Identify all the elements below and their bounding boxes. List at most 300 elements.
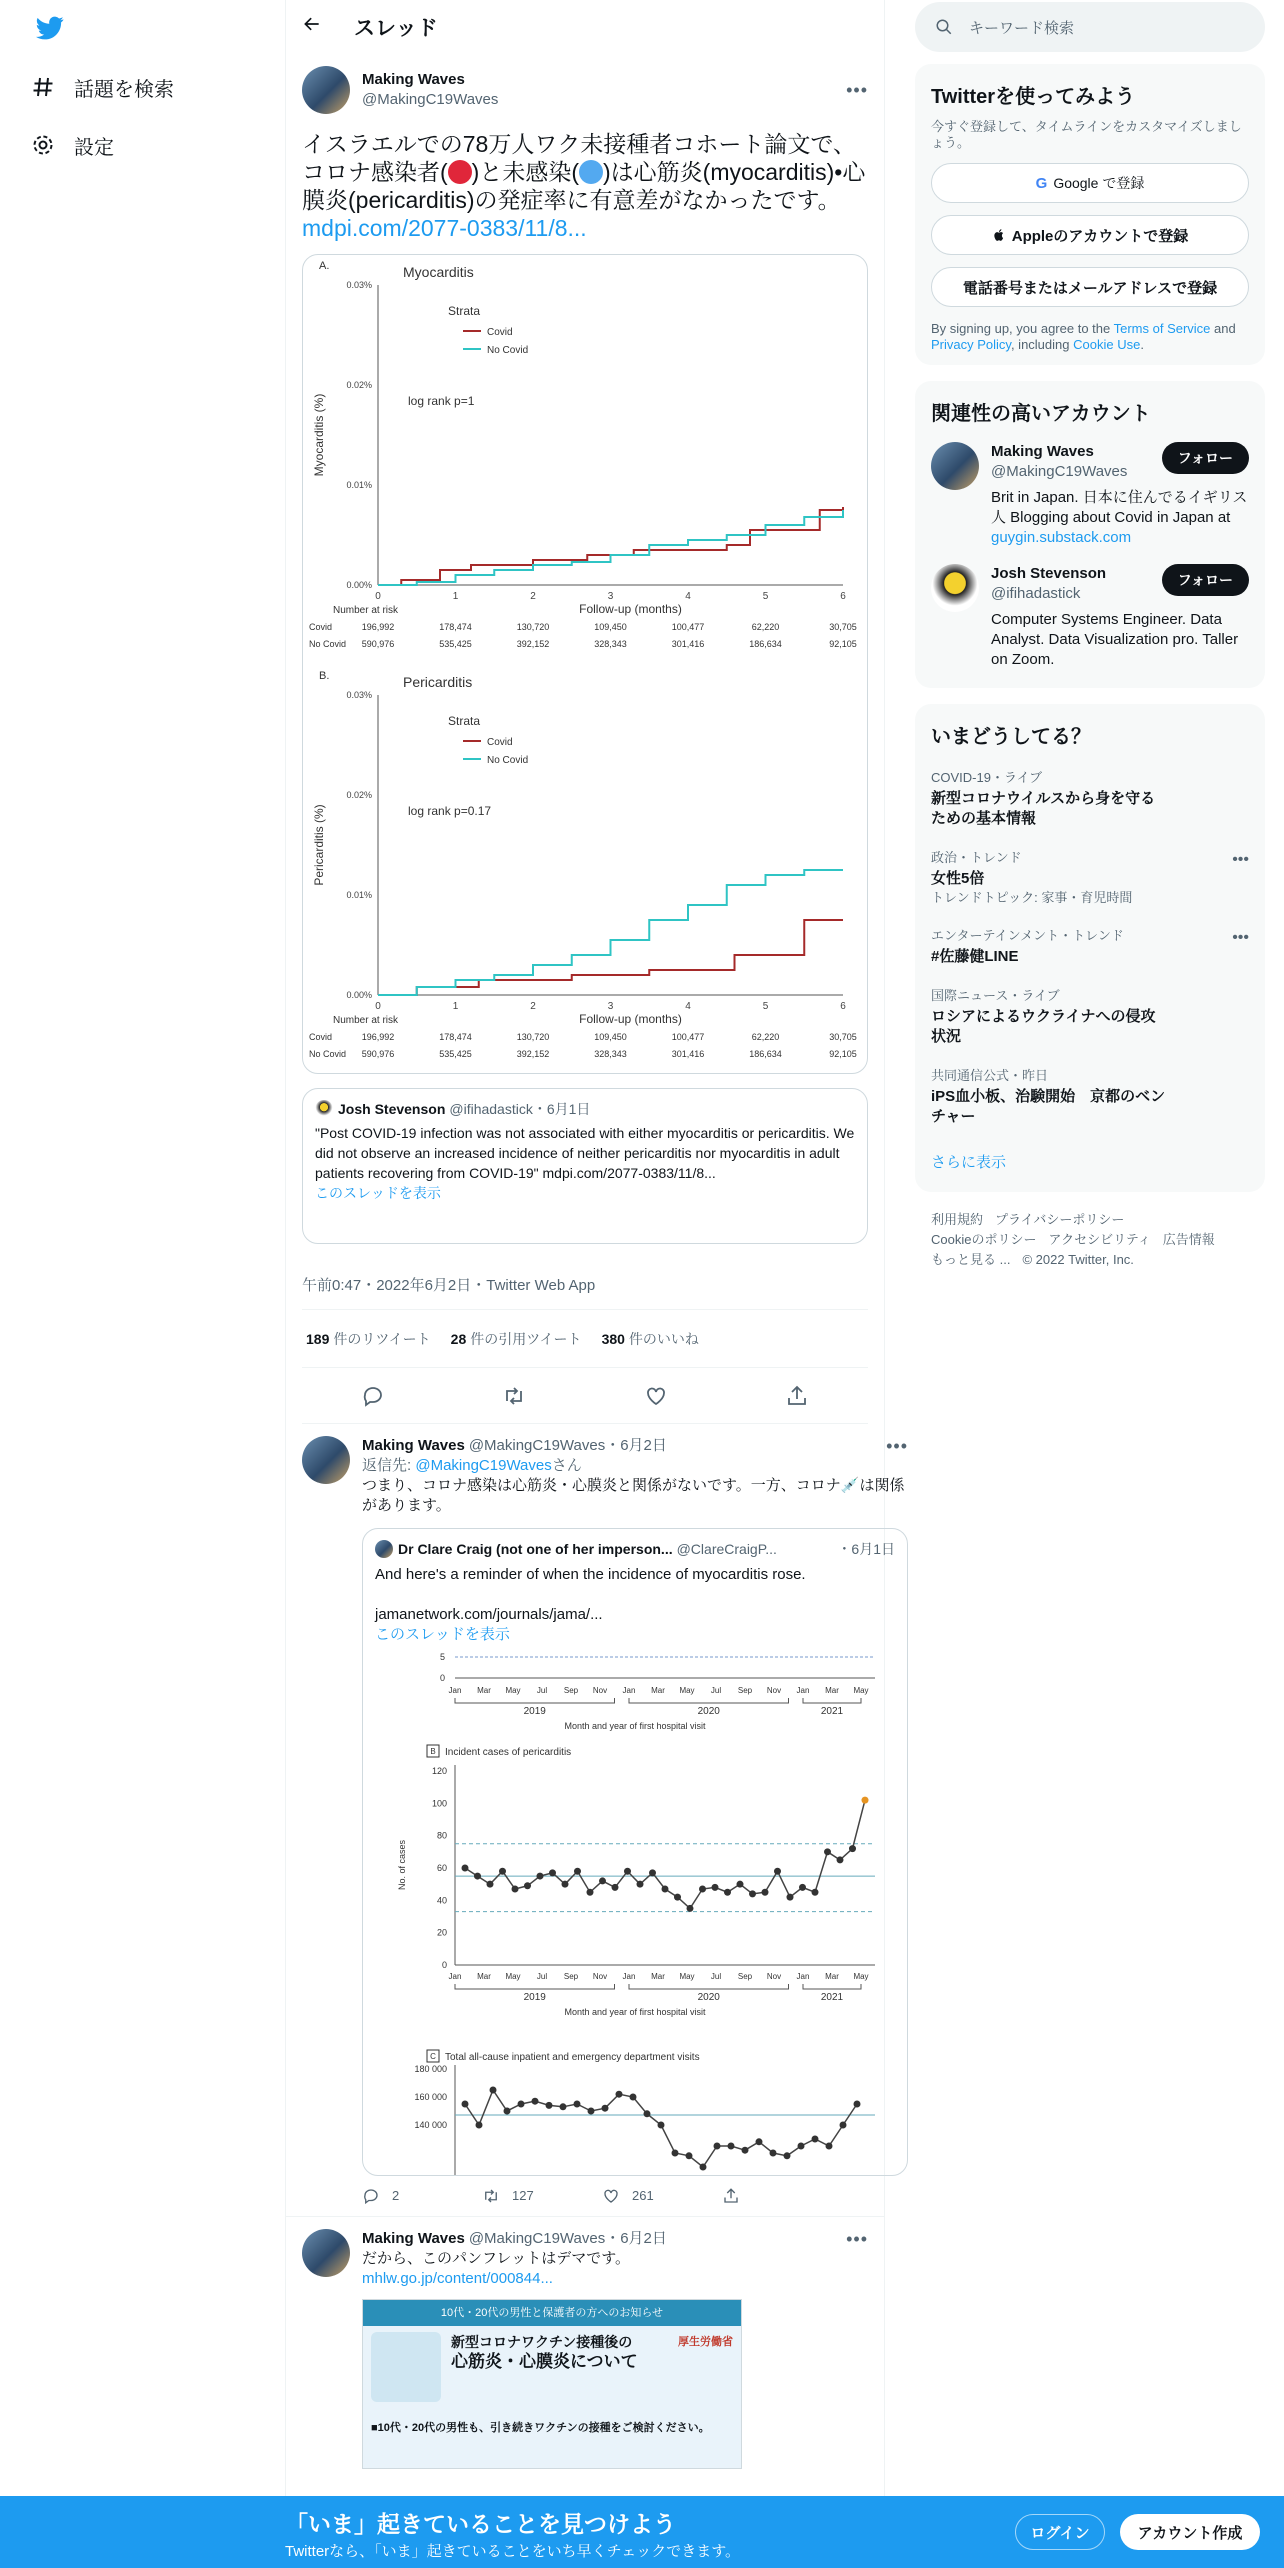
tweet-stats — [302, 1310, 868, 1368]
y-axis-label: Pericarditis (%) — [312, 804, 326, 886]
risk-value: 328,343 — [594, 639, 627, 649]
data-point — [799, 1884, 806, 1891]
trend-item[interactable] — [931, 917, 1249, 977]
x-tick-label: 5 — [762, 591, 769, 602]
cookie-link[interactable]: Cookie Use — [1073, 337, 1141, 352]
nav-settings-label: 設定 — [74, 136, 114, 159]
search-input[interactable] — [915, 2, 1265, 52]
risk-value: 535,425 — [439, 1049, 472, 1059]
bottom-bar-subtitle: Twitterなら、「いま」起きていることをいち早くチェックできます。 — [285, 2543, 741, 2560]
month-tick-label: Sep — [563, 1686, 579, 1695]
data-point — [724, 1889, 731, 1896]
year-label: 2019 — [523, 1992, 546, 2003]
data-point — [624, 1868, 631, 1875]
year-label: 2021 — [820, 1992, 844, 2003]
month-tick-label: Sep — [737, 1686, 753, 1695]
tweet-timestamp[interactable]: 午前0:47・2022年6月2日・Twitter Web App — [302, 1260, 868, 1310]
data-point — [487, 1881, 494, 1888]
month-tick-label: Jan — [448, 1686, 462, 1695]
quote-author-handle: @ClareCraigP... — [676, 1541, 777, 1557]
risk-value: 178,474 — [439, 622, 472, 632]
signup-subtitle: 今すぐ登録して、タイムラインをカスタマイズしましょう。 — [931, 119, 1242, 150]
nav-explore-label: 話題を検索 — [74, 78, 174, 101]
data-point — [686, 2152, 693, 2159]
month-tick-label: Jul — [710, 1686, 722, 1695]
data-point — [518, 2101, 525, 2108]
trend-category: 共同通信公式・昨日 — [931, 1068, 1049, 1083]
leaflet-image[interactable] — [362, 2299, 742, 2469]
quote-text: "Post COVID-19 infection was not associated with either myocarditis or pericarditis. We did not observe an increased incidence of neither pericarditis nor myocarditis in adult patients recovering from COVID-19" mdpi.com/2077-0383/11/8... — [315, 1125, 855, 1181]
data-point — [699, 1886, 706, 1893]
signup-title: Twitterを使ってみよう — [931, 86, 1136, 108]
account-name[interactable]: Josh Stevenson — [991, 565, 1107, 582]
like-icon — [602, 2187, 620, 2205]
quoted-tweet[interactable] — [362, 1528, 908, 2176]
data-point — [546, 2102, 553, 2109]
month-tick-label: Nov — [766, 1686, 782, 1695]
x-axis-label: Follow-up (months) — [579, 1012, 682, 1026]
x-tick-label: 2 — [530, 591, 536, 602]
risk-value: 392,152 — [516, 639, 550, 649]
show-thread-link[interactable]: このスレッドを表示 — [375, 1626, 510, 1643]
like-label[interactable]: 件のいいね — [628, 1330, 699, 1347]
data-point — [649, 1869, 656, 1876]
privacy-link[interactable]: Privacy Policy — [931, 337, 1011, 352]
month-tick-label: May — [679, 1686, 695, 1695]
y-tick-label: 140 000 — [414, 2120, 447, 2130]
data-point — [644, 2110, 651, 2117]
blue-circle-emoji-icon — [579, 160, 603, 184]
panel-letter: B — [430, 1747, 436, 1756]
reply-tweet[interactable] — [286, 1424, 908, 2217]
x-tick-label: 3 — [607, 591, 614, 602]
x-tick-label: 0 — [375, 591, 381, 602]
data-point — [474, 1873, 481, 1880]
left-nav — [0, 0, 285, 2568]
retweet-count[interactable]: 189 — [306, 1330, 330, 1347]
data-point — [599, 1877, 606, 1884]
like-count[interactable]: 380 — [601, 1330, 625, 1347]
y-tick-label: 60 — [436, 1863, 447, 1873]
month-tick-label: Mar — [651, 1686, 665, 1695]
data-point — [762, 1889, 769, 1896]
google-signup-button[interactable] — [931, 163, 1249, 203]
show-thread-link[interactable]: このスレッドを表示 — [315, 1185, 441, 1201]
trend-item[interactable] — [931, 1057, 1249, 1137]
tweet-link[interactable]: mdpi.com/2077-0383/11/8... — [302, 215, 587, 241]
share-icon — [722, 2187, 740, 2205]
data-point — [812, 1889, 819, 1896]
x-tick-label: 4 — [685, 1001, 691, 1012]
like-button[interactable] — [602, 2186, 722, 2206]
tweet-text — [302, 130, 868, 242]
terms-link[interactable]: Terms of Service — [1113, 321, 1211, 336]
bottom-signup-bar — [0, 2496, 1284, 2568]
footer-link[interactable]: もっと見る ... — [931, 1252, 1011, 1267]
quoted-tweet[interactable] — [302, 1088, 868, 1244]
data-point — [549, 1869, 556, 1876]
signup-panel — [915, 64, 1265, 365]
y-tick-label: 0 — [441, 1960, 447, 1970]
trend-item[interactable] — [931, 839, 1249, 917]
main-column — [285, 0, 908, 2568]
data-point — [462, 1865, 469, 1872]
signup-button[interactable]: アカウント作成 — [1120, 2514, 1260, 2550]
legend-entry: Covid — [487, 737, 513, 748]
risk-value: 301,416 — [671, 639, 705, 649]
x-tick-label: 6 — [840, 591, 846, 602]
signup-terms — [931, 321, 1249, 353]
trend-category: エンターテインメント・トレンド — [931, 928, 1124, 943]
risk-value: 100,477 — [671, 1032, 705, 1042]
follow-button[interactable]: フォロー — [1162, 564, 1249, 596]
account-bio: Computer Systems Engineer. Data Analyst. Data Visualization pro. Taller on Zoom. — [991, 611, 1239, 668]
quote-date: ・6月1日 — [837, 1541, 895, 1557]
data-point — [687, 1905, 694, 1912]
month-tick-label: Jan — [796, 1686, 810, 1695]
quote-count[interactable]: 28 — [450, 1330, 467, 1347]
more-options-icon[interactable]: ••• — [1232, 851, 1249, 868]
trend-category: 国際ニュース・ライブ — [931, 988, 1060, 1003]
leaflet-illustration — [371, 2332, 441, 2402]
reply-actions — [362, 2176, 908, 2216]
pericarditis-figure — [375, 1645, 895, 2175]
tweet-text-part: )と未感染( — [471, 159, 579, 185]
trend-title: #佐藤健LINE — [931, 948, 1019, 965]
follow-button[interactable]: フォロー — [1162, 442, 1249, 474]
avatar — [375, 1540, 393, 1558]
account-handle[interactable]: @MakingC19Waves — [991, 463, 1128, 480]
retweet-icon[interactable] — [502, 1384, 526, 1408]
data-point — [749, 1890, 756, 1897]
data-point — [774, 1868, 781, 1875]
avatar[interactable] — [931, 564, 979, 612]
share-button[interactable] — [722, 2187, 842, 2205]
footer-link[interactable]: プライバシーポリシー — [995, 1212, 1125, 1227]
hashtag-icon — [30, 74, 56, 100]
x-tick-label: 3 — [607, 1001, 614, 1012]
trend-item[interactable] — [931, 759, 1249, 839]
risk-value: 535,425 — [439, 639, 472, 649]
data-point — [504, 2108, 511, 2115]
data-point — [787, 1894, 794, 1901]
footer-link[interactable]: 利用規約 — [931, 1212, 984, 1227]
leaflet-header: 10代・20代の男性と保護者の方へのお知らせ — [363, 2300, 741, 2326]
y-tick-label: 100 — [431, 1798, 447, 1809]
data-point — [662, 1886, 669, 1893]
tweet-text-part: イスラエルでの78万人ワク未接種者コホート論文で、コロナ感染者( — [302, 131, 856, 185]
quote-author-handle: @ifihadastick — [449, 1101, 533, 1117]
month-tick-label: Nov — [592, 1972, 608, 1981]
x-tick-label: 2 — [530, 1001, 536, 1012]
series-line — [378, 507, 843, 585]
risk-value: 186,634 — [749, 639, 782, 649]
risk-value: 186,634 — [749, 1049, 782, 1059]
apple-signup-label: Appleのアカウントで登録 — [1011, 227, 1189, 245]
risk-row-label: No Covid — [309, 1049, 347, 1059]
risk-value: 100,477 — [671, 622, 705, 632]
nav-settings[interactable] — [30, 125, 114, 165]
tweet-image[interactable] — [302, 254, 868, 1074]
reply-button[interactable] — [362, 2186, 482, 2206]
bottom-bar-title: 「いま」起きていることを見つけよう — [285, 2511, 676, 2537]
reply-icon — [362, 2187, 380, 2205]
leaflet-title: 新型コロナワクチン接種後の — [451, 2334, 633, 2350]
main-tweet — [286, 54, 884, 1424]
y-tick-label: 80 — [436, 1830, 447, 1841]
data-point — [476, 2122, 483, 2129]
tweet-text: つまり、コロナ感染は心筋炎・心膜炎と関係がないです。一方、コロナ💉は関係があります。 — [362, 1477, 905, 1514]
page-title: スレッド — [354, 17, 438, 40]
chart-title: Pericarditis — [403, 674, 473, 690]
y-tick-label: 0.01% — [346, 480, 372, 490]
data-point — [862, 1797, 869, 1804]
data-point — [490, 2087, 497, 2094]
data-point — [824, 1848, 831, 1855]
show-more-link[interactable]: さらに表示 — [931, 1154, 1007, 1171]
data-point — [770, 2150, 777, 2157]
x-tick-label: 4 — [685, 591, 691, 602]
y-tick-label: 40 — [436, 1895, 447, 1906]
tweet-text-part: )は心筋炎(myocarditis)•心膜炎(pericarditis)の発症率に有意差がなかったです。 — [302, 159, 866, 213]
y-tick-label: 0.02% — [346, 380, 372, 390]
y-tick-label: 0.03% — [346, 690, 372, 700]
month-tick-label: Mar — [477, 1972, 491, 1981]
x-tick-label: 1 — [452, 591, 459, 602]
avatar[interactable] — [302, 2229, 350, 2277]
avatar[interactable] — [931, 442, 979, 490]
data-point — [574, 1868, 581, 1875]
terms-text: By signing up, you agree to the — [931, 321, 1114, 336]
avatar[interactable] — [302, 1436, 350, 1484]
data-point — [737, 1881, 744, 1888]
panel-letter: A. — [319, 260, 330, 272]
more-options-icon[interactable]: ••• — [846, 2229, 868, 2249]
retweet-button[interactable] — [482, 2186, 602, 2206]
tweet-text: だから、このパンフレットはデマです。 — [362, 2250, 631, 2267]
twitter-logo-icon[interactable] — [34, 14, 66, 42]
data-point — [658, 2122, 665, 2129]
y-tick-label: 5 — [439, 1652, 445, 1662]
x-axis-label: Follow-up (months) — [579, 602, 682, 616]
data-point — [712, 1884, 719, 1891]
login-button[interactable]: ログイン — [1015, 2514, 1105, 2550]
reply-count: 2 — [392, 2188, 400, 2203]
year-bracket — [455, 1698, 615, 1703]
data-point — [672, 2150, 679, 2157]
year-label: 2020 — [697, 1706, 720, 1717]
author-name[interactable]: Making Waves — [362, 71, 465, 88]
data-point — [849, 1845, 856, 1852]
x-axis-label: Month and year of first hospital visit — [564, 1721, 706, 1731]
author-name[interactable]: Making Waves — [362, 1437, 465, 1454]
data-point — [574, 2101, 581, 2108]
risk-value: 92,105 — [829, 639, 857, 649]
reply-to-suffix: さん — [551, 1457, 582, 1474]
data-point — [700, 2164, 707, 2171]
x-tick-label: 6 — [840, 1001, 846, 1012]
author-handle[interactable]: @MakingC19Waves・6月2日 — [468, 1437, 667, 1454]
data-point — [637, 1881, 644, 1888]
month-tick-label: Nov — [592, 1686, 608, 1695]
terms-text: , including — [1010, 337, 1074, 352]
y-tick-label: 0.00% — [346, 580, 372, 590]
x-tick-label: 0 — [375, 1001, 381, 1012]
month-tick-label: Mar — [825, 1972, 839, 1981]
month-tick-label: Sep — [737, 1972, 753, 1981]
month-tick-label: Jul — [710, 1972, 722, 1981]
risk-value: 62,220 — [751, 1032, 780, 1042]
month-tick-label: Jul — [536, 1972, 548, 1981]
y-tick-label: 0.03% — [346, 280, 372, 290]
data-point — [512, 1886, 519, 1893]
y-tick-label: 20 — [436, 1927, 447, 1938]
account-bio: Brit in Japan. 日本に住んでるイギリス人 Blogging about Covid in Japan at — [991, 489, 1248, 526]
tweet-link[interactable]: mhlw.go.jp/content/000844... — [362, 2270, 553, 2287]
series-line — [378, 920, 843, 995]
back-arrow-icon[interactable] — [302, 14, 332, 40]
trend-title: 女性5倍 — [931, 870, 985, 887]
right-sidebar — [915, 0, 1265, 1270]
year-bracket — [629, 1984, 789, 1989]
y-tick-label: 0.01% — [346, 890, 372, 900]
trend-title: 新型コロナウイルスから身を守るための基本情報 — [931, 790, 1156, 827]
tweet-actions — [302, 1368, 868, 1424]
risk-table-label: Number at risk — [333, 605, 399, 616]
trend-extra: トレンドトピック: 家事・育児時間 — [931, 890, 1133, 905]
reply-to — [362, 1456, 908, 1476]
risk-value: 109,450 — [594, 622, 627, 632]
risk-table-label: Number at risk — [333, 1015, 399, 1026]
account-card[interactable] — [931, 564, 1249, 670]
risk-value: 590,976 — [361, 639, 395, 649]
risk-value: 30,705 — [829, 622, 857, 632]
y-tick-label: 160 000 — [414, 2092, 447, 2102]
nav-explore[interactable] — [30, 67, 174, 107]
data-point — [616, 2091, 623, 2098]
more-options-icon[interactable]: ••• — [1232, 929, 1249, 946]
data-point — [742, 2147, 749, 2154]
copyright: © 2022 Twitter, Inc. — [1022, 1252, 1134, 1267]
share-icon[interactable] — [785, 1384, 809, 1408]
month-tick-label: Nov — [766, 1972, 782, 1981]
risk-row-label: No Covid — [309, 639, 347, 649]
y-axis-label: Myocarditis (%) — [312, 393, 326, 477]
reply-to-link[interactable]: @MakingC19Waves — [415, 1457, 552, 1474]
leaflet-point: ■10代・20代の男性も、引き続きワクチンの接種をご検討ください。 — [371, 2422, 710, 2434]
leaflet-ministry: 厚生労働省 — [678, 2336, 733, 2348]
data-point — [462, 2101, 469, 2108]
account-card[interactable] — [931, 442, 1249, 548]
legend-title: Strata — [448, 304, 481, 318]
risk-value: 196,992 — [361, 1032, 395, 1042]
data-point — [532, 2098, 539, 2105]
series-line — [378, 510, 843, 585]
month-tick-label: Jan — [796, 1972, 810, 1981]
footer-link[interactable]: アクセシビリティ — [1048, 1232, 1151, 1247]
more-options-icon[interactable]: ••• — [846, 79, 868, 100]
data-point — [587, 1889, 594, 1896]
legend-entry: No Covid — [487, 345, 529, 356]
bio-link[interactable]: guygin.substack.com — [991, 529, 1132, 546]
risk-value: 30,705 — [829, 1032, 857, 1042]
google-icon: G — [1035, 174, 1048, 192]
terms-text: and — [1210, 321, 1236, 336]
data-point — [537, 1873, 544, 1880]
apple-signup-button[interactable] — [931, 215, 1249, 255]
year-label: 2019 — [523, 1706, 546, 1717]
phone-signup-button[interactable] — [931, 267, 1249, 307]
data-point — [499, 1868, 506, 1875]
quote-author-name: Dr Clare Craig (not one of her imperson... — [398, 1541, 673, 1557]
trend-category: 政治・トレンド — [931, 850, 1022, 865]
data-point — [812, 2136, 819, 2143]
avatar — [315, 1100, 333, 1118]
quote-link[interactable]: jamanetwork.com/journals/jama/... — [375, 1606, 603, 1623]
author-handle[interactable]: @MakingC19Waves・6月2日 — [468, 2230, 667, 2247]
quote-label[interactable]: 件の引用ツイート — [470, 1330, 582, 1347]
month-tick-label: May — [505, 1686, 521, 1695]
series-line — [378, 870, 843, 995]
account-handle[interactable]: @ifihadastick — [991, 585, 1081, 602]
footer-link[interactable]: Cookieのポリシー — [931, 1232, 1037, 1247]
red-circle-emoji-icon — [448, 160, 472, 184]
retweet-label[interactable]: 件のリツイート — [333, 1330, 431, 1347]
year-bracket — [803, 1698, 861, 1703]
trends-panel — [915, 704, 1265, 1192]
account-name[interactable]: Making Waves — [991, 443, 1094, 460]
data-point — [560, 2103, 567, 2110]
x-tick-label: 1 — [452, 1001, 459, 1012]
risk-value: 196,992 — [361, 622, 395, 632]
figure-title: Total all-cause inpatient and emergency department visits — [445, 2052, 700, 2063]
data-point — [612, 1884, 619, 1891]
data-point — [674, 1894, 681, 1901]
avatar[interactable] — [302, 66, 350, 114]
author-name[interactable]: Making Waves — [362, 2230, 465, 2247]
km-chart — [303, 255, 868, 1073]
data-point — [602, 2105, 609, 2112]
quote-date: ・6月1日 — [532, 1101, 591, 1117]
like-icon[interactable] — [644, 1384, 668, 1408]
reply-icon[interactable] — [361, 1384, 385, 1408]
author-handle[interactable]: @MakingC19Waves — [362, 91, 499, 108]
risk-value: 109,450 — [594, 1032, 627, 1042]
reply-tweet[interactable] — [286, 2217, 884, 2469]
y-tick-label: 0.00% — [346, 990, 372, 1000]
data-point — [588, 2108, 595, 2115]
data-point — [630, 2094, 637, 2101]
x-tick-label: 5 — [762, 1001, 769, 1012]
search-placeholder: キーワード検索 — [969, 19, 1075, 37]
search-icon — [935, 18, 953, 36]
phone-signup-label: 電話番号またはメールアドレスで登録 — [962, 279, 1218, 297]
month-tick-label: Jul — [536, 1686, 548, 1695]
panel-letter: B. — [319, 670, 330, 682]
trend-category: COVID-19・ライブ — [931, 770, 1043, 785]
month-tick-label: May — [679, 1972, 695, 1981]
data-point — [837, 1856, 844, 1863]
footer-link[interactable]: 広告情報 — [1162, 1232, 1215, 1247]
leaflet-title: 心筋炎・心膜炎について — [451, 2352, 638, 2371]
chart-title: Myocarditis — [403, 264, 474, 280]
risk-value: 130,720 — [516, 1032, 550, 1042]
more-options-icon[interactable]: ••• — [886, 1436, 908, 1456]
trend-item[interactable] — [931, 977, 1249, 1057]
reply-to-prefix: 返信先: — [362, 1457, 416, 1474]
y-tick-label: 120 — [431, 1766, 447, 1776]
data-point — [826, 2143, 833, 2150]
